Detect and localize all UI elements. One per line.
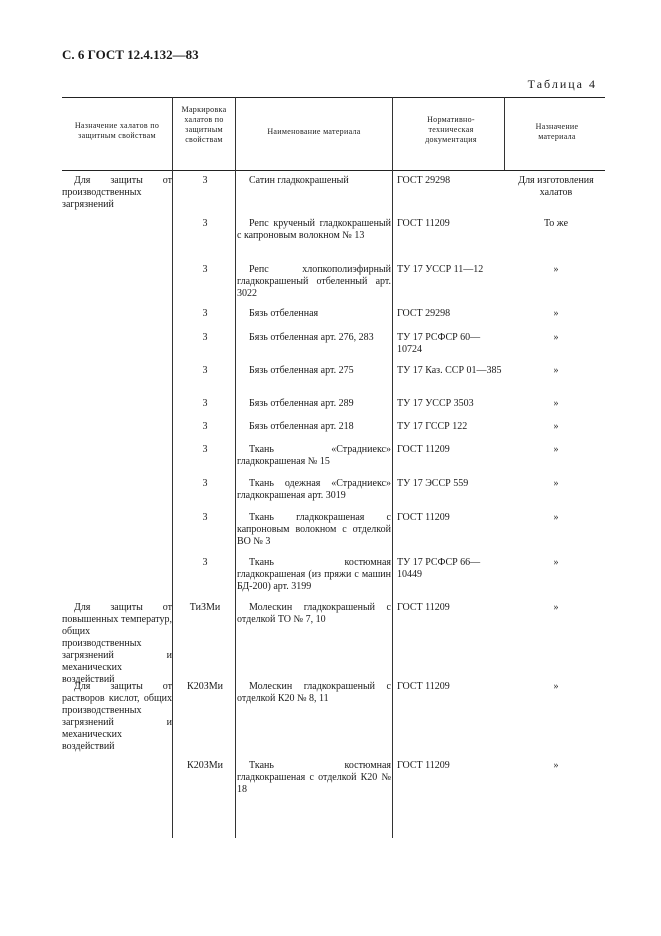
row-doc: ТУ 17 ГССР 122 — [397, 421, 468, 432]
row-doc: ТУ 17 УССР 11—12 — [397, 264, 484, 275]
header-material-purpose: Назначение материала — [535, 122, 579, 141]
row-material: Ткань костюмная гладкокрашеная с отделкой К20 № 18 — [237, 760, 391, 795]
row-marking: К20ЗМи — [187, 681, 223, 692]
row-material: Бязь отбеленная — [249, 308, 319, 319]
row-use: Для изготовления халатов — [518, 175, 594, 198]
header-bottom-rule — [62, 170, 605, 171]
row-marking: 3 — [202, 365, 208, 376]
row-marking: 3 — [202, 308, 208, 319]
row-doc: ГОСТ 11209 — [397, 512, 450, 523]
row-marking: 3 — [202, 557, 208, 568]
row-marking: 3 — [202, 478, 208, 489]
page-header: С. 6 ГОСТ 12.4.132—83 — [62, 47, 199, 62]
row-doc: ГОСТ 29298 — [397, 175, 451, 186]
row-use: » — [553, 444, 559, 455]
row-doc: ГОСТ 11209 — [397, 760, 450, 771]
row-material: Бязь отбеленная арт. 275 — [249, 365, 354, 376]
row-doc: ГОСТ 11209 — [397, 602, 450, 613]
row-marking: 3 — [202, 512, 208, 523]
column-divider — [392, 97, 393, 838]
header-material: Наименование материала — [267, 127, 361, 136]
row-use: » — [553, 602, 559, 613]
row-material: Ткань «Страдниекс» гладкокрашеная № 15 — [237, 444, 391, 467]
row-marking: 3 — [202, 421, 208, 432]
row-doc: ГОСТ 29298 — [397, 308, 451, 319]
row-use: » — [553, 760, 559, 771]
row-material: Ткань одежная «Страдниекс» гладкокрашеная арт. 3019 — [237, 478, 391, 501]
table-caption: Таблица 4 — [527, 77, 597, 91]
row-use: » — [553, 512, 559, 523]
row-use: » — [553, 557, 559, 568]
table-top-rule — [62, 97, 605, 98]
group-purpose: Для защиты от производственных загрязнений — [62, 175, 172, 210]
row-use: » — [553, 308, 559, 319]
row-material: Ткань гладкокрашеная с капроновым волокном с отделкой ВО № 3 — [237, 512, 391, 547]
row-doc: ГОСТ 11209 — [397, 681, 450, 692]
column-divider — [172, 97, 173, 838]
row-doc: ТУ 17 ЭССР 559 — [397, 478, 469, 489]
row-marking: 3 — [202, 398, 208, 409]
materials-table — [62, 97, 605, 838]
column-divider — [504, 97, 505, 170]
row-doc: ТУ 17 РСФСР 66—10449 — [397, 557, 481, 580]
header-purpose: Назначение халатов по защитным свойствам — [74, 121, 160, 140]
row-doc: ГОСТ 11209 — [397, 218, 450, 229]
row-material: Молескин гладкокрашеный с отделкой ТО № 7, 10 — [237, 602, 391, 625]
row-marking: 3 — [202, 218, 208, 229]
row-use: То же — [543, 218, 569, 229]
row-marking: К20ЗМи — [187, 760, 223, 771]
row-material: Молескин гладкокрашеный с отделкой К20 № 8, 11 — [237, 681, 391, 704]
row-doc: ГОСТ 11209 — [397, 444, 450, 455]
row-use: » — [553, 421, 559, 432]
row-doc: ТУ 17 Каз. ССР 01—385 — [397, 365, 502, 376]
row-use: » — [553, 681, 559, 692]
row-material: Репс хлопкополиэфирный гладкокрашеный отбеленный арт. 3022 — [237, 264, 391, 299]
row-use: » — [553, 365, 559, 376]
row-use: » — [553, 398, 559, 409]
group-purpose: Для защиты от повышенных температур, общих производственных загрязнений и механических воздействий — [62, 602, 172, 685]
header-marking: Маркировка халатов по защитным свойствам — [181, 105, 227, 144]
row-doc: ТУ 17 РСФСР 60—10724 — [397, 332, 481, 355]
row-material: Бязь отбеленная арт. 276, 283 — [249, 332, 374, 343]
row-material: Сатин гладкокрашеный — [249, 175, 349, 186]
row-material: Бязь отбеленная арт. 218 — [249, 421, 354, 432]
row-doc: ТУ 17 УССР 3503 — [397, 398, 474, 409]
row-material: Ткань костюмная гладкокрашеная (из пряжи с машин БД-200) арт. 3199 — [237, 557, 391, 592]
row-marking: ТиЗМи — [189, 602, 221, 613]
row-material: Бязь отбеленная арт. 289 — [249, 398, 354, 409]
row-material: Репс крученый гладкокрашеный с капроновым волокном № 13 — [237, 218, 391, 241]
header-documentation: Нормативно-техническая документация — [425, 115, 477, 144]
row-marking: 3 — [202, 444, 208, 455]
row-marking: 3 — [202, 175, 208, 186]
row-marking: 3 — [202, 332, 208, 343]
row-use: » — [553, 332, 559, 343]
column-divider — [235, 97, 236, 838]
row-marking: 3 — [202, 264, 208, 275]
group-purpose: Для защиты от растворов кислот, общих производственных загрязнений и механических воздействий — [62, 681, 172, 752]
row-use: » — [553, 264, 559, 275]
row-use: » — [553, 478, 559, 489]
